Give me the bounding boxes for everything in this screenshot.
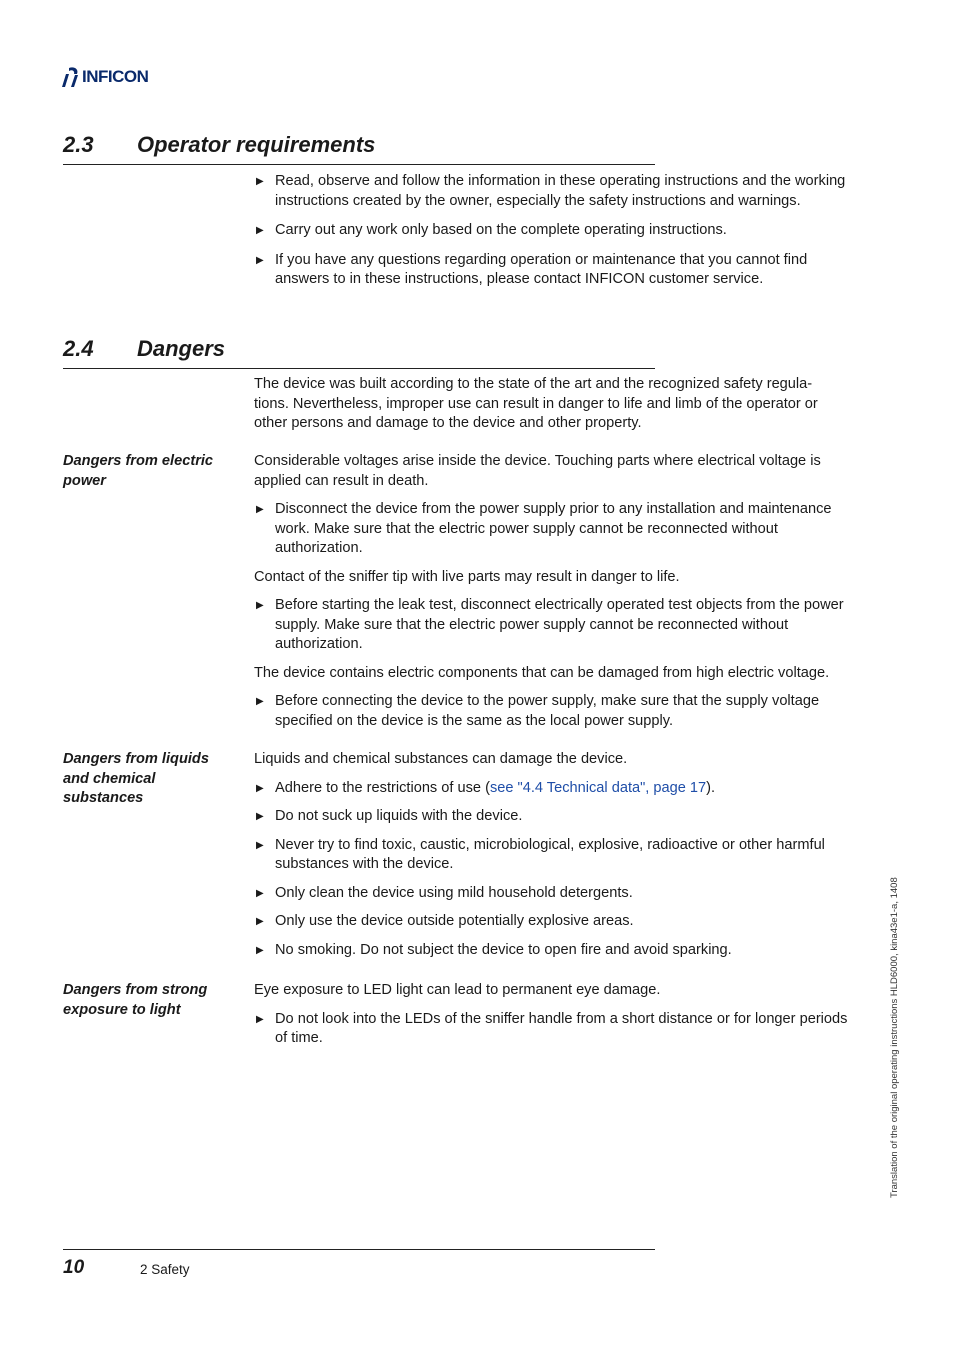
section-title: Dangers bbox=[137, 336, 226, 361]
bullet-arrow-icon: ▶ bbox=[256, 1013, 264, 1025]
list-item: ▶ Before connecting the device to the power supply, make sure that the supply voltage specified on the device is the same as the local power supply. bbox=[256, 693, 820, 729]
bullet-arrow-icon: ▶ bbox=[256, 254, 264, 266]
footer-chapter: 2 Safety bbox=[140, 1262, 190, 1277]
bullet-arrow-icon: ▶ bbox=[256, 782, 264, 794]
label-liquids-chemicals: Dangers from liquids and chemical substances bbox=[63, 751, 209, 806]
bullet-arrow-icon: ▶ bbox=[256, 504, 264, 515]
label-electric-power: Dangers from electric power bbox=[63, 453, 214, 489]
bullet-arrow-icon: ▶ bbox=[256, 839, 264, 851]
inficon-logo bbox=[60, 66, 148, 88]
list-item: ▶ Do not suck up liquids with the device. bbox=[254, 807, 849, 827]
bullet-arrow-icon: ▶ bbox=[256, 887, 264, 899]
footer-divider bbox=[63, 1249, 655, 1250]
section-title: Operator requirements bbox=[137, 132, 376, 157]
section-heading-operator bbox=[63, 130, 655, 165]
bullet-arrow-icon: ▶ bbox=[256, 944, 264, 956]
list-item: ▶ Never try to find toxic, caustic, microbiological, explosive, radioactive or other harmful substances with the device. bbox=[256, 836, 825, 872]
brand-name: INFICON bbox=[82, 67, 149, 86]
list-item: ▶ Adhere to the restrictions of use (see "4.4 Technical data", page 17). bbox=[254, 779, 849, 799]
inficon-mark-icon bbox=[60, 66, 80, 88]
page-number: 10 bbox=[63, 1257, 85, 1278]
section-number: 2.4 bbox=[63, 336, 94, 361]
list-item: ▶ Only use the device outside potentially explosive areas. bbox=[254, 912, 849, 932]
operator-bullet-list bbox=[254, 172, 849, 290]
list-item: ▶ Only clean the device using mild household detergents. bbox=[254, 884, 849, 904]
liquids-content: Liquids and chemical substances can damage the device. ▶ Adhere to the restrictions of use (see "4.4 Technical data", page 17). ▶ Do not suck up liquids with the device. ▶ Never try to find toxic, caustic, microbiological, explosive, radioactive or other harmful substances with the device. ▶ Only clean the device using mild household detergents. ▶ Only use the device outside potentially explosive areas. ▶ No smoking. Do not subject the device to open fire and avoid sparking. bbox=[254, 750, 849, 960]
section-number: 2.3 bbox=[63, 132, 94, 157]
list-item: ▶ Carry out any work only based on the complete operating instructions. bbox=[254, 221, 849, 241]
document-reference-note: Translation of the original operating instructions HLD6000, kina43e1-a, 1408 bbox=[889, 877, 900, 1198]
bullet-arrow-icon: ▶ bbox=[256, 176, 264, 187]
list-item: ▶ No smoking. Do not subject the device to open fire and avoid sparking. bbox=[254, 941, 849, 961]
electric-content: Considerable voltages arise inside the device. Touching parts where electrical voltage is applied can result in death. ▶ Disconnect the device from the power supply prior to any installation and maintenance work. Make sure that the electric power supply cannot be reconnected without authorization. Contact of the sniffer tip with live parts may result in danger to life. ▶ Before starting the leak test, disconnect electrically operated test objects from the power supply. Make sure that the electric power supply cannot be reconnected without authorization. The device contains electric components that can be damaged from high electric voltage. ▶ Before connecting the device to the power supply, make sure that the supply voltage specified on the device is the same as the local power supply. bbox=[254, 452, 849, 731]
light-content: Eye exposure to LED light can lead to permanent eye damage. ▶ Do not look into the LEDs of the sniffer handle from a short distance or for longer periods of time. bbox=[254, 981, 849, 1049]
bullet-arrow-icon: ▶ bbox=[256, 811, 264, 822]
bullet-arrow-icon: ▶ bbox=[256, 225, 264, 236]
section-heading-dangers bbox=[63, 334, 655, 369]
bullet-arrow-icon: ▶ bbox=[256, 696, 264, 707]
label-strong-light: Dangers from strong exposure to light bbox=[63, 982, 208, 1018]
bullet-arrow-icon: ▶ bbox=[256, 600, 264, 611]
list-item: ▶ If you have any questions regarding operation or maintenance that you cannot find answers to in these instructions, please contact INFICON customer service. bbox=[256, 251, 808, 287]
dangers-intro: The device was built according to the state of the art and the recognized safety regula- tions. Nevertheless, improper use can result in danger to life and limb of the operator or other persons and damage to the device and other property. bbox=[254, 376, 818, 431]
list-item: ▶ Read, observe and follow the information in these operating instructions and the working instructions created by the owner, especially the safety instructions and warnings. bbox=[256, 173, 846, 209]
bullet-arrow-icon: ▶ bbox=[256, 916, 264, 927]
list-item: ▶ Do not look into the LEDs of the sniffer handle from a short distance or for longer periods of time. bbox=[256, 1010, 848, 1046]
list-item: ▶ Disconnect the device from the power supply prior to any installation and maintenance work. Make sure that the electric power supply cannot be reconnected without authorization. bbox=[256, 501, 832, 556]
technical-data-link[interactable]: see "4.4 Technical data", page 17 bbox=[489, 779, 707, 796]
list-item: ▶ Before starting the leak test, disconnect electrically operated test objects from the power supply. Make sure that the electric power supply cannot be reconnected without authorization. bbox=[256, 597, 844, 652]
